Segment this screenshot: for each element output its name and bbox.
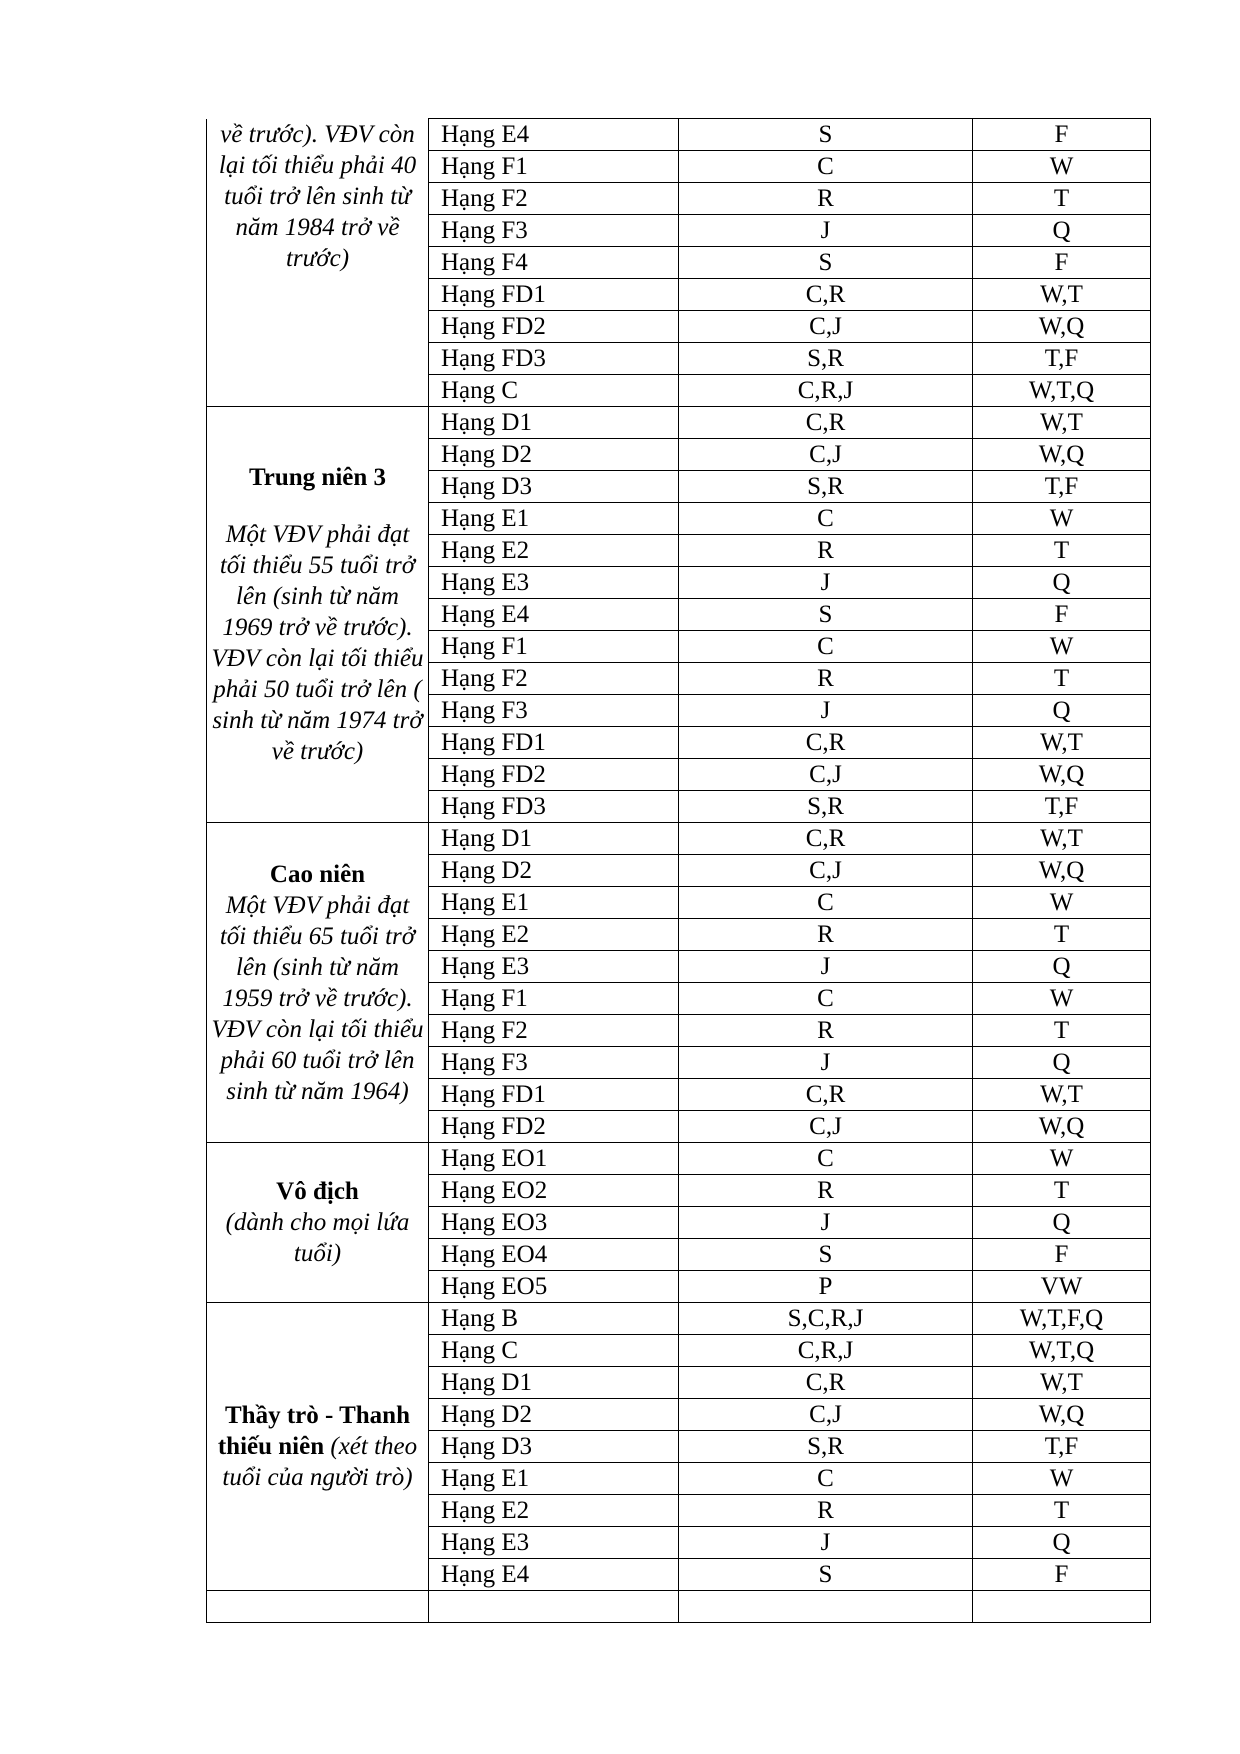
class-cell: Hạng E1 — [429, 887, 679, 919]
type-a-cell: C — [679, 1143, 973, 1175]
type-a-cell: C — [679, 983, 973, 1015]
group-description: Một VĐV phải đạt tối thiểu 55 tuổi trở lên (sinh từ năm 1969 trở về trước). VĐV còn lại tối thiểu phải 50 tuổi trở lên ( sinh từ năm 1974 trở về trước) — [211, 521, 424, 765]
type-b-cell: W,T,F,Q — [973, 1303, 1151, 1335]
type-a-cell: C — [679, 151, 973, 183]
group-cell — [207, 823, 429, 1143]
type-a-cell: J — [679, 1207, 973, 1239]
type-a-cell: S — [679, 1239, 973, 1271]
type-b-cell: W,T — [973, 279, 1151, 311]
class-cell: Hạng D2 — [429, 439, 679, 471]
table-row — [207, 119, 1151, 151]
class-cell: Hạng D3 — [429, 471, 679, 503]
type-b-cell: W,T — [973, 407, 1151, 439]
type-a-cell: J — [679, 695, 973, 727]
type-a-cell: S,C,R,J — [679, 1303, 973, 1335]
class-cell: Hạng FD1 — [429, 279, 679, 311]
table-row — [207, 1303, 1151, 1335]
type-b-cell: W,T,Q — [973, 1335, 1151, 1367]
type-b-cell: W,T — [973, 727, 1151, 759]
type-a-cell: J — [679, 567, 973, 599]
class-cell: Hạng FD2 — [429, 759, 679, 791]
type-a-cell: C,J — [679, 759, 973, 791]
class-cell: Hạng E3 — [429, 951, 679, 983]
type-b-cell: T — [973, 535, 1151, 567]
class-cell: Hạng E2 — [429, 1495, 679, 1527]
class-cell: Hạng F3 — [429, 215, 679, 247]
type-b-cell: W — [973, 983, 1151, 1015]
type-a-cell: S,R — [679, 471, 973, 503]
spacer — [211, 493, 424, 519]
type-a-cell: R — [679, 1175, 973, 1207]
type-a-cell: C,R — [679, 407, 973, 439]
type-a-cell: S,R — [679, 791, 973, 823]
type-a-cell: C,J — [679, 1111, 973, 1143]
type-a-cell: R — [679, 535, 973, 567]
type-a-cell: C,R — [679, 1367, 973, 1399]
type-b-cell: W,T,Q — [973, 375, 1151, 407]
document-page — [206, 118, 1150, 1626]
type-a-cell: C,J — [679, 1399, 973, 1431]
class-cell: Hạng F3 — [429, 695, 679, 727]
table-row — [207, 1143, 1151, 1175]
class-cell: Hạng E4 — [429, 599, 679, 631]
type-b-cell: Q — [973, 1207, 1151, 1239]
type-a-cell: J — [679, 215, 973, 247]
class-cell: Hạng E2 — [429, 535, 679, 567]
type-a-cell: C,J — [679, 439, 973, 471]
class-cell: Hạng EO2 — [429, 1175, 679, 1207]
group-title: Cao niên — [269, 860, 366, 888]
type-b-cell: T,F — [973, 791, 1151, 823]
type-b-cell: Q — [973, 951, 1151, 983]
type-b-cell: T — [973, 1015, 1151, 1047]
class-cell: Hạng FD3 — [429, 791, 679, 823]
class-cell: Hạng D1 — [429, 407, 679, 439]
class-cell: Hạng F1 — [429, 983, 679, 1015]
type-b-cell: T — [973, 1495, 1151, 1527]
type-a-cell: C,R — [679, 727, 973, 759]
empty-cell — [973, 1591, 1151, 1623]
type-b-cell: F — [973, 599, 1151, 631]
class-cell: Hạng F3 — [429, 1047, 679, 1079]
class-cell: Hạng F2 — [429, 663, 679, 695]
type-b-cell: W — [973, 503, 1151, 535]
type-a-cell: C — [679, 631, 973, 663]
class-cell: Hạng E3 — [429, 1527, 679, 1559]
empty-cell — [679, 1591, 973, 1623]
empty-row — [207, 1591, 1151, 1623]
class-cell: Hạng D1 — [429, 823, 679, 855]
type-b-cell: Q — [973, 215, 1151, 247]
class-cell: Hạng FD1 — [429, 1079, 679, 1111]
type-b-cell: F — [973, 1239, 1151, 1271]
class-cell: Hạng EO1 — [429, 1143, 679, 1175]
class-cell: Hạng EO5 — [429, 1271, 679, 1303]
type-a-cell: R — [679, 663, 973, 695]
class-cell: Hạng E1 — [429, 1463, 679, 1495]
type-b-cell: W,Q — [973, 311, 1151, 343]
class-cell: Hạng D3 — [429, 1431, 679, 1463]
class-cell: Hạng F2 — [429, 183, 679, 215]
type-b-cell: W,T — [973, 1367, 1151, 1399]
group-description: (dành cho mọi lứa tuổi) — [225, 1209, 410, 1267]
class-cell: Hạng F4 — [429, 247, 679, 279]
class-cell: Hạng F1 — [429, 631, 679, 663]
type-b-cell: F — [973, 119, 1151, 151]
type-b-cell: W,Q — [973, 759, 1151, 791]
type-a-cell: S,R — [679, 343, 973, 375]
type-b-cell: W — [973, 1463, 1151, 1495]
type-a-cell: C,R,J — [679, 375, 973, 407]
class-cell: Hạng FD2 — [429, 311, 679, 343]
type-b-cell: W — [973, 887, 1151, 919]
type-b-cell: W,T — [973, 823, 1151, 855]
group-description: (xét theo tuổi của người trò) — [222, 1433, 418, 1491]
type-a-cell: S — [679, 1559, 973, 1591]
type-a-cell: C,R — [679, 279, 973, 311]
type-a-cell: C,J — [679, 311, 973, 343]
group-cell — [207, 1143, 429, 1303]
type-b-cell: Q — [973, 695, 1151, 727]
class-cell: Hạng D1 — [429, 1367, 679, 1399]
type-b-cell: VW — [973, 1271, 1151, 1303]
class-cell: Hạng E4 — [429, 1559, 679, 1591]
type-b-cell: T — [973, 183, 1151, 215]
type-b-cell: W — [973, 631, 1151, 663]
group-title: Trung niên 3 — [248, 464, 387, 491]
type-a-cell: C — [679, 887, 973, 919]
group-cell — [207, 407, 429, 823]
type-a-cell: S — [679, 119, 973, 151]
type-b-cell: W,Q — [973, 855, 1151, 887]
class-cell: Hạng FD3 — [429, 343, 679, 375]
type-b-cell: F — [973, 247, 1151, 279]
type-b-cell: W,Q — [973, 1111, 1151, 1143]
class-cell: Hạng E3 — [429, 567, 679, 599]
type-a-cell: J — [679, 1527, 973, 1559]
class-cell: Hạng EO3 — [429, 1207, 679, 1239]
type-b-cell: W,Q — [973, 439, 1151, 471]
type-a-cell: C,R — [679, 823, 973, 855]
type-b-cell: Q — [973, 1527, 1151, 1559]
type-b-cell: Q — [973, 567, 1151, 599]
class-cell: Hạng E1 — [429, 503, 679, 535]
type-a-cell: J — [679, 951, 973, 983]
class-cell: Hạng F1 — [429, 151, 679, 183]
class-cell: Hạng FD2 — [429, 1111, 679, 1143]
type-b-cell: T,F — [973, 471, 1151, 503]
type-a-cell: S — [679, 247, 973, 279]
type-a-cell: C,R — [679, 1079, 973, 1111]
type-b-cell: T,F — [973, 1431, 1151, 1463]
table-row — [207, 823, 1151, 855]
class-cell: Hạng D2 — [429, 855, 679, 887]
type-a-cell: C — [679, 1463, 973, 1495]
type-b-cell: T,F — [973, 343, 1151, 375]
table-body — [207, 119, 1151, 1623]
type-a-cell: S,R — [679, 1431, 973, 1463]
type-a-cell: R — [679, 183, 973, 215]
group-cell — [207, 1303, 429, 1591]
type-b-cell: F — [973, 1559, 1151, 1591]
empty-cell — [429, 1591, 679, 1623]
class-cell: Hạng C — [429, 1335, 679, 1367]
type-a-cell: R — [679, 919, 973, 951]
empty-cell — [207, 1591, 429, 1623]
group-description: Một VĐV phải đạt tối thiểu 65 tuổi trở lên (sinh từ năm 1959 trở về trước). VĐV còn lại tối thiểu phải 60 tuổi trở lên sinh từ năm 1964) — [211, 891, 424, 1105]
type-a-cell: R — [679, 1015, 973, 1047]
group-description: về trước). VĐV còn lại tối thiểu phải 40 tuổi trở lên sinh từ năm 1984 trở về trước) — [218, 120, 417, 272]
type-a-cell: R — [679, 1495, 973, 1527]
class-cell: Hạng C — [429, 375, 679, 407]
type-a-cell: J — [679, 1047, 973, 1079]
type-a-cell: C,R,J — [679, 1335, 973, 1367]
type-b-cell: W,Q — [973, 1399, 1151, 1431]
group-title: Vô địch — [276, 1178, 359, 1205]
type-b-cell: W — [973, 1143, 1151, 1175]
type-a-cell: P — [679, 1271, 973, 1303]
class-cell: Hạng F2 — [429, 1015, 679, 1047]
type-a-cell: S — [679, 599, 973, 631]
category-table — [206, 118, 1151, 1623]
type-b-cell: W — [973, 151, 1151, 183]
type-b-cell: T — [973, 663, 1151, 695]
type-a-cell: C — [679, 503, 973, 535]
class-cell: Hạng EO4 — [429, 1239, 679, 1271]
type-b-cell: Q — [973, 1047, 1151, 1079]
class-cell: Hạng B — [429, 1303, 679, 1335]
class-cell: Hạng FD1 — [429, 727, 679, 759]
class-cell: Hạng E4 — [429, 119, 679, 151]
type-b-cell: T — [973, 919, 1151, 951]
type-a-cell: C,J — [679, 855, 973, 887]
class-cell: Hạng D2 — [429, 1399, 679, 1431]
type-b-cell: W,T — [973, 1079, 1151, 1111]
table-row — [207, 407, 1151, 439]
type-b-cell: T — [973, 1175, 1151, 1207]
class-cell: Hạng E2 — [429, 919, 679, 951]
group-cell — [207, 119, 429, 407]
group-title: Thầy trò - Thanh thiếu niên — [217, 1402, 410, 1460]
